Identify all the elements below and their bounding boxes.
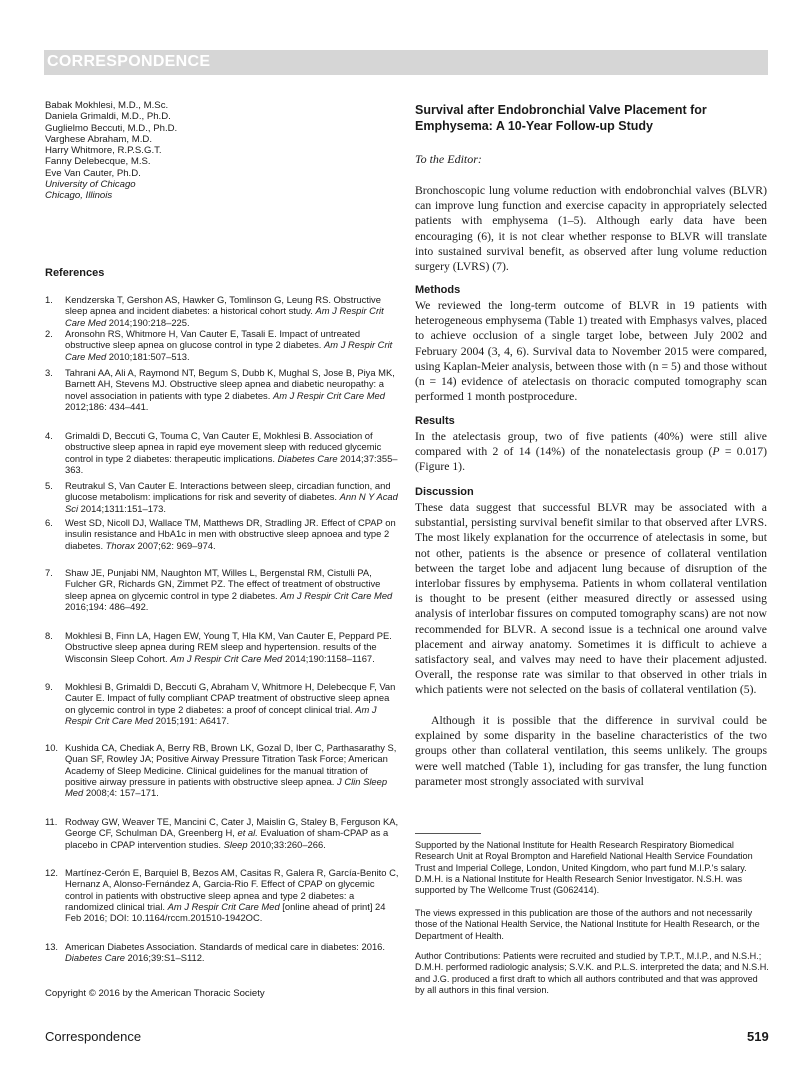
results-paragraph: In the atelectasis group, two of five patients (40%) were still alive compared with 2 of 14 (14%) of the nonatelectasis group (P = 0.017) (Figure 1). <box>415 430 767 474</box>
author-name: Guglielmo Beccuti, M.D., Ph.D. <box>45 122 178 134</box>
reference-item: 7. Shaw JE, Punjabi NM, Naughton MT, Willes L, Bergenstal RM, Cistulli PA, Fulcher GR, Richards GN, Zimmet PZ. The effect of treatment of obstructive sleep apnea on glycemic control in type 2 diabetes. Am J Respir Crit Care Med 2016;194: 486–492. <box>45 567 393 612</box>
author-affiliation: University of Chicago <box>45 179 136 191</box>
reference-item: 13. American Diabetes Association. Standards of medical care in diabetes: 2016. Diabetes Care 2016;39:S1–S112. <box>45 941 385 964</box>
intro-paragraph: Bronchoscopic lung volume reduction with endobronchial valves (BLVR) can improve lung function and exercise capacity in appropriately selected patients with emphysema (1–5). Although early data have been encouraging (6), it is not clear whether response to BLVR will translate into sustained survival benefit, as observed after lung volume reduction surgery (LVRS) (7). <box>415 184 767 274</box>
reference-item: 10. Kushida CA, Chediak A, Berry RB, Brown LK, Gozal D, Iber C, Parthasarathy S, Quan SF, Rowley JA; Positive Airway Pressure Titration Task Force; American Academy of Sleep Medicine. Clinical guidelines for the manual titration of positive airway pressure in patients with obstructive sleep apnea. J Clin Sleep Med 2008;4: 157–171. <box>45 742 397 799</box>
reference-item: 4. Grimaldi D, Beccuti G, Touma C, Van Cauter E, Mokhlesi B. Association of obstructive sleep apnea in rapid eye movement sleep with reduced glycemic control in type 2 diabetes: therapeutic implications. Diabetes Care 2014;37:355–363. <box>45 430 398 475</box>
banner-label: CORRESPONDENCE <box>47 53 211 70</box>
methods-heading: Methods <box>415 284 461 296</box>
contributions-footnote: Author Contributions: Patients were recruited and studied by T.P.T., M.I.P., and N.S.H.; D.M.H. performed radiologic analysis; S.V.K. and P.L.S. interpreted the data; and N.S.H. and J.G. produced a first draft to which all authors contributed and that was approved by all authors in this final version. <box>415 951 769 995</box>
author-name: Fanny Delebecque, M.S. <box>45 156 151 168</box>
copyright-notice: Copyright © 2016 by the American Thoracic Society <box>45 988 265 999</box>
reference-item: 11. Rodway GW, Weaver TE, Mancini C, Cater J, Maislin G, Staley B, Ferguson KA, George CF, Schulman DA, Greenberg H, et al. Evaluation of sham-CPAP as a placebo in CPAP intervention studies. Sleep 2010;33:260–266. <box>45 816 399 850</box>
reference-item: 12. Martínez-Cerón E, Barquiel B, Bezos AM, Casitas R, Galera R, García-Benito C, Hernanz A, Alonso-Fernández A, Garcia-Rio F. Effect of CPAP on glycemic control in patients with obstructive sleep apnea and type 2 diabetes: a randomized clinical trial. Am J Respir Crit Care Med [online ahead of print] 24 Feb 2016; DOI: 10.1164/rccm.201510-1942OC. <box>45 867 399 924</box>
author-name: Harry Whitmore, R.P.S.G.T. <box>45 145 162 157</box>
discussion-paragraph: These data suggest that successful BLVR may be associated with a substantial, persisting survival benefit similar to that observed after LVRS. The most likely explanation for the occurrence of atelectasis in some, but not other, patients is the absence or presence of collateral ventilation between the target lobe and adjacent lung because of disruption of the interlobar fissures by emphysema. Patients in whom collateral ventilation is thought to be present (either measured directly or assessed using analysis of interlobar fissures on computed tomography scans) are not now recommended for BLVR. A second issue is a technical one around valve placement and airway anatomy. Sometimes it is difficult to achieve a satisfactory seal, and valves may need to have their placement adjusted. Overall, the response rate was similar to that observed in other trials in which patients were not selected on the basis of collateral ventilation (5). <box>415 501 767 697</box>
author-location: Chicago, Illinois <box>45 190 113 202</box>
page-number: 519 <box>747 1029 769 1044</box>
reference-item: 9. Mokhlesi B, Grimaldi D, Beccuti G, Abraham V, Whitmore H, Delebecque F, Van Cauter E. Impact of fully compliant CPAP treatment of obstructive sleep apnea on glycemic control in type 2 diabetes: a proof of concept clinical trial. Am J Respir Crit Care Med 2015;191: A6417. <box>45 681 396 726</box>
funding-footnote: Supported by the National Institute for Health Research Respiratory Biomedical Research Unit at Royal Brompton and Harefield National Health Service Foundation Trust and Imperial College, London, United Kingdom, who part fund M.I.P.'s salary. D.M.H. is a National Institute for Health Research Senior Investigator. N.S.H. was supported by The Wellcome Trust (G062414). <box>415 840 753 896</box>
article-title: Survival after Endobronchial Valve Placement for Emphysema: A 10-Year Follow-up Study <box>415 103 707 133</box>
author-name: Varghese Abraham, M.D. <box>45 133 153 145</box>
author-name: Daniela Grimaldi, M.D., Ph.D. <box>45 111 171 123</box>
reference-item: 5. Reutrakul S, Van Cauter E. Interactions between sleep, circadian function, and glucose metabolism: implications for risk and severity of diabetes. Ann N Y Acad Sci 2014;1311:151–173. <box>45 480 398 514</box>
salutation: To the Editor: <box>415 152 482 166</box>
author-name: Babak Mokhlesi, M.D., M.Sc. <box>45 100 169 111</box>
reference-item: 6. West SD, Nicoll DJ, Wallace TM, Matthews DR, Stradling JR. Effect of CPAP on insulin resistance and HbA1c in men with obstructive sleep apnoea and type 2 diabetes. Thorax 2007;62: 969–974. <box>45 517 396 551</box>
footer-section-name: Correspondence <box>45 1029 142 1044</box>
section-banner <box>44 50 768 75</box>
disclaimer-footnote: The views expressed in this publication are those of the authors and not necessarily those of the National Health Service, the National Institute for Health Research, or the Department of Health. <box>415 908 760 941</box>
references-heading: References <box>45 267 105 279</box>
reference-item: 8. Mokhlesi B, Finn LA, Hagen EW, Young T, Hla KM, Van Cauter E, Peppard PE. Obstructive sleep apnea during REM sleep and hypertension. results of the Wisconsin Sleep Cohort. Am J Respir Crit Care Med 2014;190:1158–1167. <box>45 630 392 664</box>
reference-item: 2. Aronsohn RS, Whitmore H, Van Cauter E, Tasali E. Impact of untreated obstructive sleep apnea on glucose control in type 2 diabetes. Am J Respir Crit Care Med 2010;181:507–513. <box>45 328 393 362</box>
reference-item: 3. Tahrani AA, Ali A, Raymond NT, Begum S, Dubb K, Mughal S, Jose B, Piya MK, Barnett AH, Stevens MJ. Obstructive sleep apnea and diabetic neuropathy: a novel association in patients with type 2 diabetes. Am J Respir Crit Care Med 2012;186: 434–441. <box>45 367 395 412</box>
author-list <box>45 100 405 202</box>
discussion-heading: Discussion <box>415 486 474 498</box>
methods-paragraph: We reviewed the long-term outcome of BLVR in 19 patients with heterogeneous emphysema (Table 1) treated with Emphasys valves, placed to achieve occlusion of a single target lobe, between July 2002 and February 2004 (3, 4, 6). Survival data to November 2015 were compared, using Kaplan-Meier analysis, between those with (n = 5) and those without (n = 14) evidence of atelectasis on thoracic computed tomography scan performed 1 month postprocedure. <box>415 299 767 404</box>
author-block <box>45 100 405 202</box>
discussion-paragraph: Although it is possible that the difference in survival could be explained by some disparity in the baseline characteristics of the two groups other than collateral ventilation, this seems unlikely. The groups were well matched (Table 1), including for gas transfer, the lung function parameter most strongly associated with survival <box>415 714 767 788</box>
reference-item: 1. Kendzerska T, Gershon AS, Hawker G, Tomlinson G, Leung RS. Obstructive sleep apnea and incident diabetes: a historical cohort study. Am J Respir Crit Care Med 2014;190:218–225. <box>45 294 384 328</box>
footnote-divider <box>415 833 481 834</box>
results-heading: Results <box>415 415 455 427</box>
author-name: Eve Van Cauter, Ph.D. <box>45 167 141 179</box>
